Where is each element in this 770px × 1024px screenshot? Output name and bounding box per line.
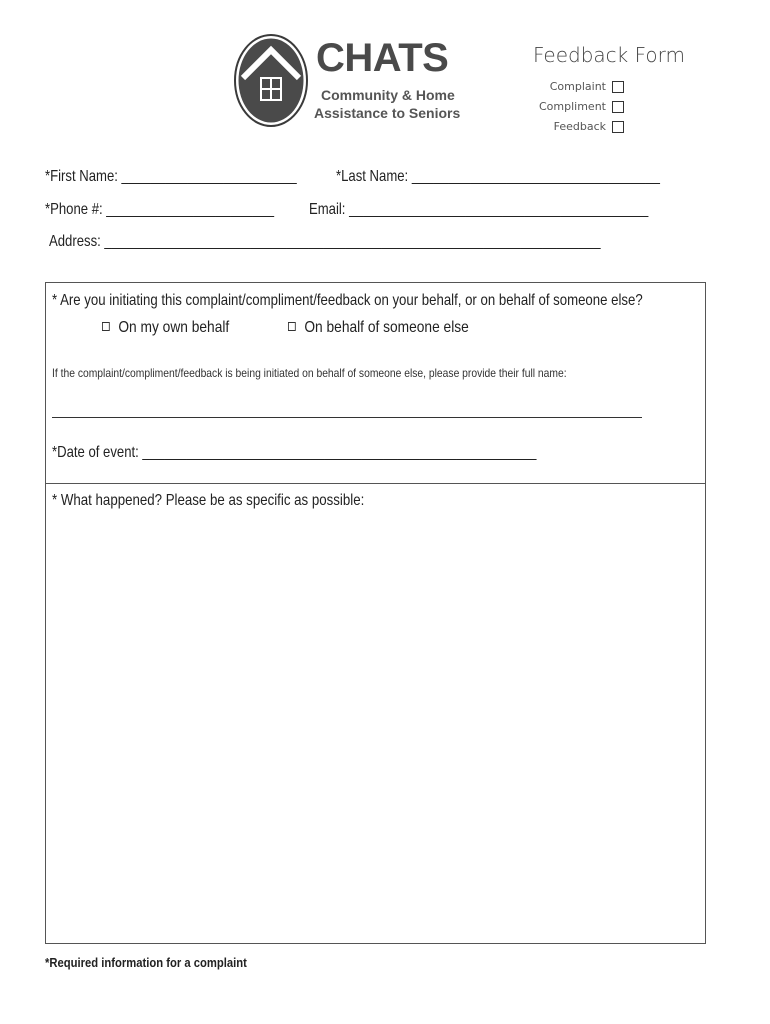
form-type-compliment[interactable] bbox=[539, 100, 624, 113]
logo-subtitle-line1: Community & Home bbox=[321, 87, 455, 103]
what-happened-question: * What happened? Please be as specific as possible: bbox=[52, 492, 365, 509]
feedback-checkbox[interactable] bbox=[612, 121, 624, 133]
behalf-name-instruction: If the complaint/compliment/feedback is being initiated on behalf of someone else, please provide their full name: bbox=[52, 366, 567, 380]
required-info-note: *Required information for a complaint bbox=[45, 956, 247, 970]
behalf-question: * Are you initiating this complaint/compliment/feedback on your behalf, or on behalf of someone else? bbox=[52, 292, 643, 309]
form-type-label: Compliment bbox=[539, 100, 606, 113]
form-type-label: Complaint bbox=[549, 80, 606, 93]
email-field[interactable]: Email: _________________________________________ bbox=[309, 201, 649, 218]
form-type-feedback[interactable] bbox=[554, 120, 624, 133]
last-name-field[interactable]: *Last Name: __________________________________ bbox=[336, 168, 660, 185]
logo-subtitle-line2: Assistance to Seniors bbox=[314, 105, 461, 121]
phone-field[interactable]: *Phone #: _______________________ bbox=[45, 201, 275, 218]
someone-else-label: On behalf of someone else bbox=[304, 319, 469, 336]
first-name-field[interactable]: *First Name: ________________________ bbox=[45, 168, 297, 185]
address-field[interactable]: Address: ____________________________________________________________________ bbox=[49, 233, 601, 250]
someone-else-option[interactable] bbox=[288, 320, 469, 336]
section-divider bbox=[45, 483, 706, 484]
what-happened-textarea[interactable] bbox=[50, 520, 700, 938]
chats-logo-house-icon bbox=[233, 33, 309, 128]
form-title: Feedback Form bbox=[533, 43, 685, 67]
own-behalf-checkbox[interactable] bbox=[102, 322, 110, 331]
form-type-complaint[interactable] bbox=[550, 80, 624, 93]
behalf-full-name-field[interactable] bbox=[52, 403, 642, 418]
complaint-checkbox[interactable] bbox=[612, 81, 624, 93]
own-behalf-label: On my own behalf bbox=[118, 319, 230, 336]
form-type-label: Feedback bbox=[553, 120, 606, 133]
compliment-checkbox[interactable] bbox=[612, 101, 624, 113]
date-of-event-field[interactable]: *Date of event: ______________________________________________________ bbox=[52, 444, 537, 461]
own-behalf-option[interactable] bbox=[102, 320, 229, 336]
logo-title: CHATS bbox=[316, 36, 449, 80]
someone-else-checkbox[interactable] bbox=[288, 322, 296, 331]
